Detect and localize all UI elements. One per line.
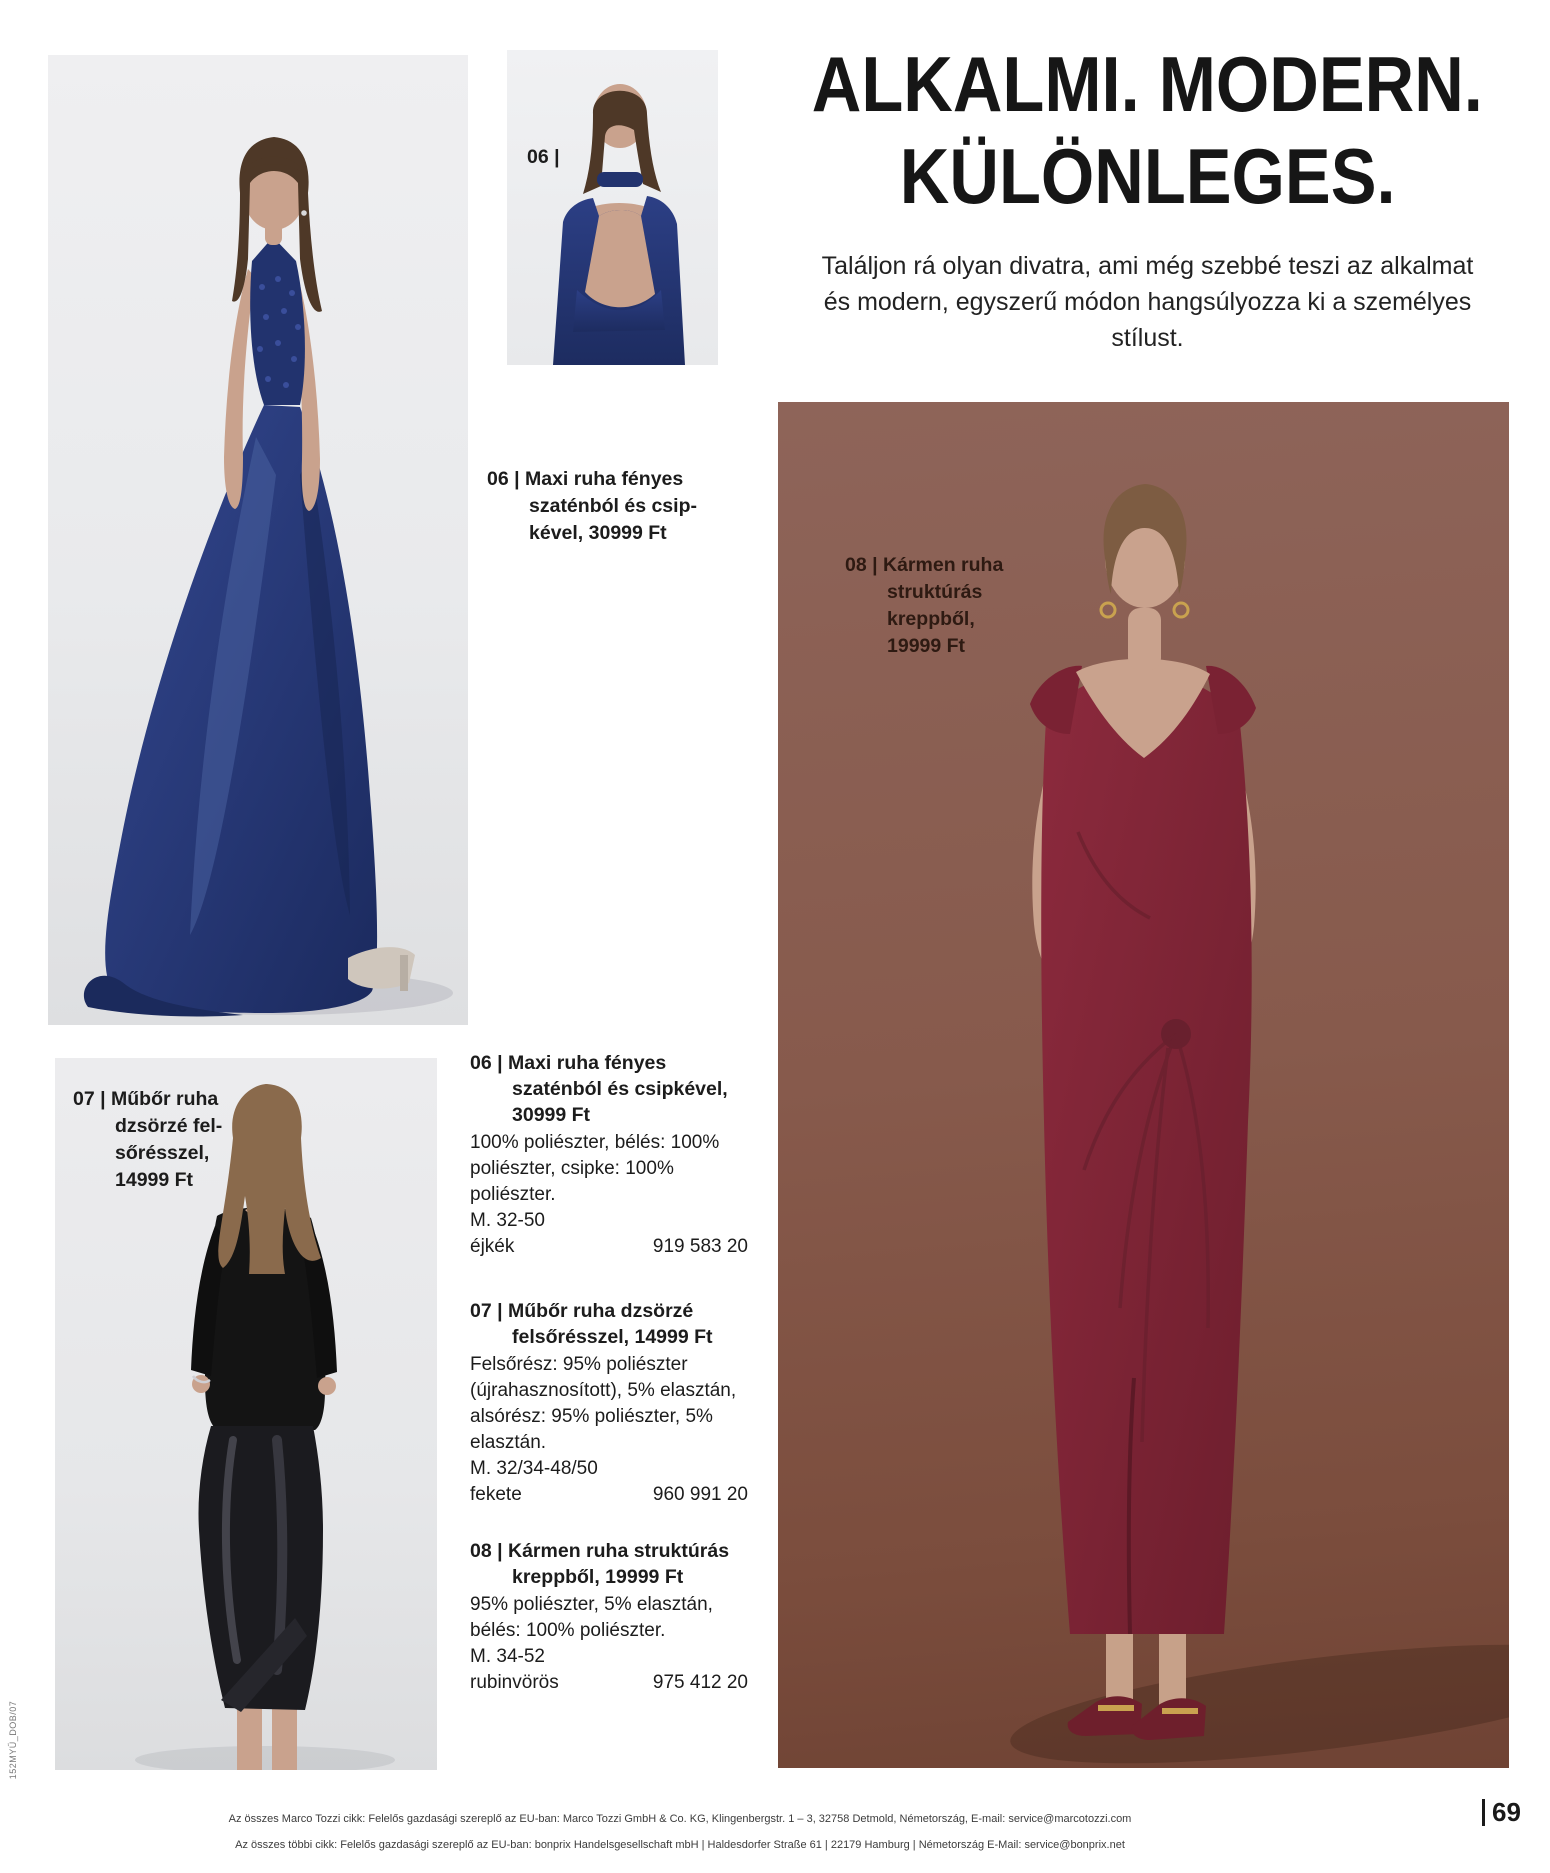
product-07-article-number: 960 991 20 [652, 1484, 748, 1505]
product-07-sizes: M. 32/34-48/50 [470, 1458, 598, 1479]
product-06-sizes: M. 32-50 [470, 1210, 545, 1231]
product-08-article-number: 975 412 20 [652, 1672, 748, 1693]
product-07-title: Műbőr ruha dzsörzé felsőrésszel, 14999 Ft [508, 1300, 713, 1348]
product-08-materials: 95% poliészter, 5% elasztán, bélés: 100% poliészter. [470, 1594, 713, 1641]
print-code: 152MYŰ_DOB/07 [8, 1700, 18, 1780]
item-08-label-line-1: Kármen ruha [883, 554, 1004, 576]
product-08-number: 08 | [470, 1540, 503, 1562]
product-08-description [470, 1538, 748, 1696]
product-06-article-number: 919 583 20 [652, 1236, 748, 1257]
item-06-photo-label [487, 466, 702, 547]
product-06-description [470, 1050, 748, 1260]
photo-red-dress [778, 402, 1509, 1768]
page-number-divider [1482, 1799, 1485, 1826]
item-07-label-line-3: sőrésszel, [115, 1142, 210, 1164]
product-08-color: rubinvörös [470, 1672, 559, 1693]
legal-line-2: Az összes többi cikk: Felelős gazdasági szereplő az EU-ban: bonprix Handelsgesellschaft mbH | Haldesdorfer Straße 61 | 22179 Hamburg | Németország E-Mail: service@bonprix.net [235, 1839, 1125, 1851]
product-07-materials: Felsőrész: 95% poliészter (újrahasznosított), 5% elasztán, alsórész: 95% poliészter, 5% elasztán. [470, 1354, 737, 1453]
item-06-label-line-2: szaténból és csip- [529, 495, 697, 517]
item-06-tag: 06 | [487, 468, 520, 490]
navy-lace-bodice [250, 237, 305, 405]
product-07-number: 07 | [470, 1300, 503, 1322]
product-06-number: 06 | [470, 1052, 503, 1074]
intro-line-2: és modern, egyszerű módon hangsúlyozza ki a személyes [823, 288, 1472, 316]
legal-line-1: Az összes Marco Tozzi cikk: Felelős gazdasági szereplő az EU-ban: Marco Tozzi GmbH & Co. KG, Klingenbergstr. 1 – 3, 32758 Detmold, Németország, E-mail: service@marcotozzi.com [228, 1813, 1132, 1825]
product-07-color: fekete [470, 1484, 522, 1505]
page-title-line-1: ALKALMI. MODERN. [811, 40, 1484, 128]
item-08-label-line-3: kreppből, [887, 608, 975, 630]
legal-footer [150, 1806, 1210, 1858]
photo-navy-dress-front [48, 55, 468, 1025]
left-shoe [1068, 1696, 1142, 1736]
page-number-value: 69 [1492, 1797, 1521, 1827]
page-number [1482, 1797, 1521, 1828]
page-title-line-2: KÜLÖNLEGES. [899, 132, 1396, 220]
page-title [760, 38, 1535, 222]
item-07-photo-label [73, 1086, 273, 1194]
photo-black-dress [55, 1058, 437, 1770]
item-08-tag: 08 | [845, 554, 878, 576]
item-06-inset-tag: 06 | [527, 146, 560, 168]
photo-navy-dress-back [507, 50, 718, 365]
item-08-label-line-4: 19999 Ft [887, 635, 966, 657]
navy-dress-back-illustration [507, 50, 718, 365]
intro-line-1: Találjon rá olyan divatra, ami még szebbé teszi az alkalmat [821, 252, 1474, 280]
item-07-tag: 07 | [73, 1088, 106, 1110]
item-06-label-line-1: Maxi ruha fényes [525, 468, 684, 490]
product-06-materials: 100% poliészter, bélés: 100% poliészter, csipke: 100% poliészter. [470, 1132, 720, 1205]
product-08-sizes: M. 34-52 [470, 1646, 545, 1667]
item-07-label-line-1: Műbőr ruha [111, 1088, 219, 1110]
product-08-title: Kármen ruha struktúrás kreppből, 19999 Ft [508, 1540, 730, 1588]
product-06-color: éjkék [470, 1236, 515, 1257]
item-06-label-line-3: kével, 30999 Ft [529, 522, 667, 544]
headline-block [760, 38, 1535, 356]
red-gown [1041, 674, 1251, 1634]
item-08-label-line-2: struktúrás [887, 581, 983, 603]
product-06-title: Maxi ruha fényes szaténból és csipkével, 30999 Ft [508, 1052, 728, 1126]
item-07-label-line-4: 14999 Ft [115, 1169, 194, 1191]
product-07-description [470, 1298, 748, 1508]
intro-text [760, 248, 1535, 356]
item-07-label-line-2: dzsörzé fel- [115, 1115, 223, 1137]
intro-line-3: stílust. [1111, 324, 1184, 352]
navy-dress-front-illustration [48, 55, 468, 1025]
item-08-photo-label [845, 552, 1065, 660]
